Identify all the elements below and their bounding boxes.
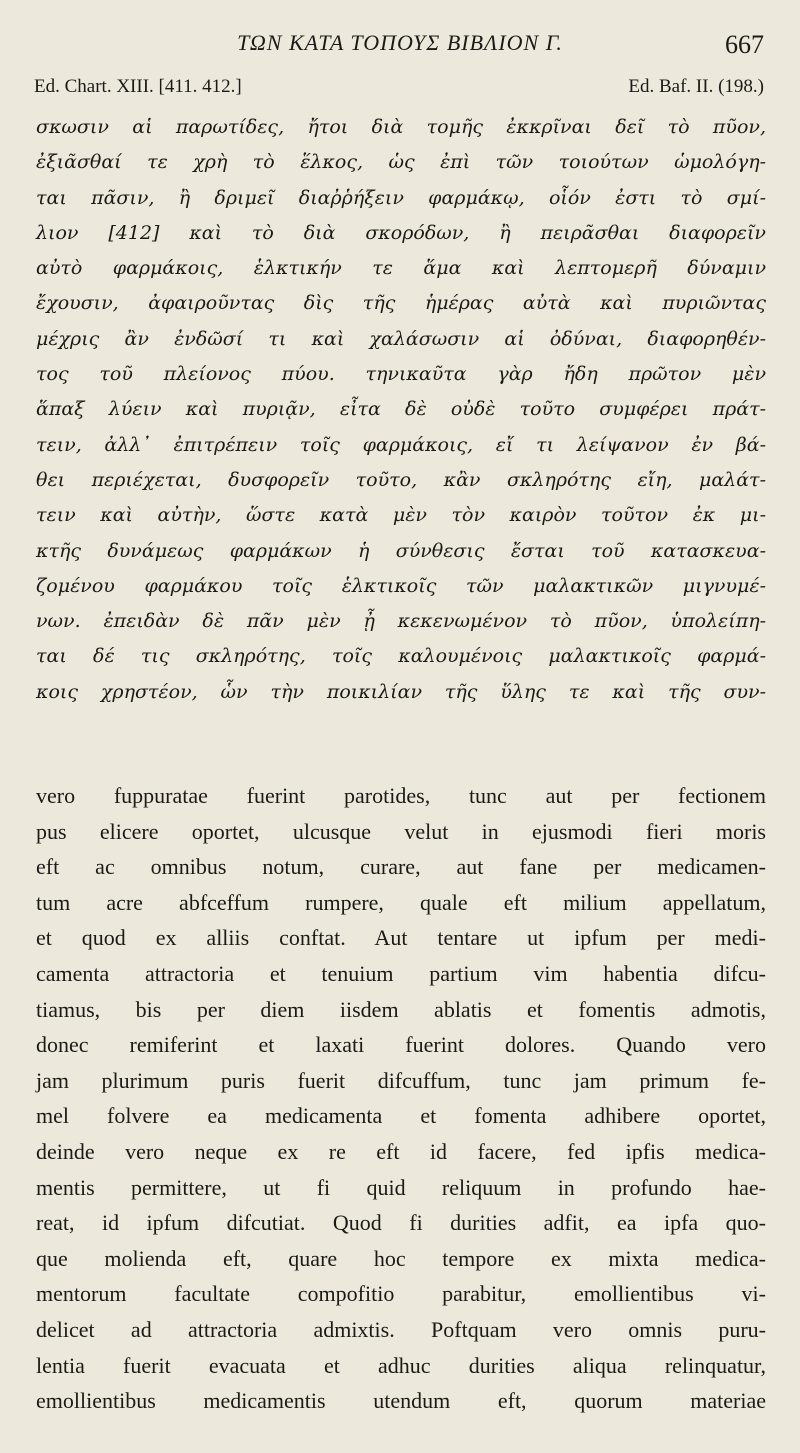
greek-line: σκωσιν αἱ παρωτίδες, ἤτοι διὰ τομῆς ἐκκρῖναι δεῖ τὸ πῦον, (36, 116, 766, 138)
latin-line: camenta attractoria et tenuium partium vim habentia difcu- (36, 960, 766, 986)
latin-line: emollientibus medicamentis utendum eft, quorum materiae (36, 1388, 766, 1414)
greek-line: νων. ἐπειδὰν δὲ πᾶν μὲν ᾖ κεκενωμένον τὸ πῦον, ὑπολείπη- (36, 610, 766, 633)
latin-line: mel folvere ea medicamenta et fomenta adhibere oportet, (36, 1103, 766, 1129)
latin-line: mentorum facultate compofitio parabitur, emollientibus vi- (36, 1281, 766, 1307)
greek-line: λιον [412] καὶ τὸ διὰ σκορόδων, ἢ πειρᾶσθαι διαφορεῖν (36, 221, 766, 244)
greek-line: τειν καὶ αὐτὴν, ὥστε κατὰ μὲν τὸν καιρὸν τοῦτον ἐκ μι- (36, 504, 766, 527)
greek-text-block (36, 110, 766, 710)
greek-line: ται πᾶσιν, ἢ δριμεῖ διαῤῥήξειν φαρμάκῳ, οἷόν ἐστι τὸ σμί- (36, 186, 766, 209)
edition-reference-left: Ed. Chart. XIII. [411. 412.] (34, 76, 242, 97)
latin-line: lentia fuerit evacuata et adhuc durities aliqua relinquatur, (36, 1352, 766, 1378)
edition-reference-right: Ed. Baf. II. (198.) (628, 76, 764, 97)
running-title: ΤΩΝ ΚΑΤΑ ΤΟΠΟΥΣ ΒΙΒΛΙΟΝ Γ. (237, 30, 563, 55)
latin-line: donec remiferint et laxati fuerint dolores. Quando vero (36, 1032, 766, 1058)
latin-line: vero fuppuratae fuerint parotides, tunc aut per fectionem (36, 783, 766, 808)
latin-line: jam plurimum puris fuerit difcuffum, tunc jam primum fe- (36, 1067, 766, 1093)
latin-line: pus elicere oportet, ulcusque velut in ejusmodi fieri moris (36, 818, 766, 844)
latin-line: tiamus, bis per diem iisdem ablatis et fomentis admotis, (36, 996, 766, 1022)
latin-line: et quod ex alliis conftat. Aut tentare ut ipfum per medi- (36, 925, 766, 951)
latin-line: eft ac omnibus notum, curare, aut fane per medicamen- (36, 854, 766, 880)
latin-line: mentis permittere, ut fi quid reliquum in profundo hae- (36, 1174, 766, 1200)
latin-line: que molienda eft, quare hoc tempore ex mixta medica- (36, 1245, 766, 1271)
latin-text-block (36, 778, 766, 1419)
greek-line: θει περιέχεται, δυσφορεῖν τοῦτο, κἂν σκληρότης εἴη, μαλάτ- (36, 468, 766, 491)
page-number: 667 (725, 30, 764, 59)
latin-line: deinde vero neque ex re eft id facere, fed ipfis medica- (36, 1138, 766, 1164)
greek-line: ἐξιᾶσθαί τε χρὴ τὸ ἕλκος, ὡς ἐπὶ τῶν τοιούτων ὡμολόγη- (36, 151, 766, 174)
latin-line: tum acre abfceffum rumpere, quale eft milium appellatum, (36, 889, 766, 915)
greek-line: τος τοῦ πλείονος πύου. τηνικαῦτα γὰρ ἤδη πρῶτον μὲν (36, 363, 766, 386)
greek-line: κτῆς δυνάμεως φαρμάκων ἡ σύνθεσις ἔσται τοῦ κατασκευα- (36, 539, 766, 562)
greek-line: μέχρις ἂν ἐνδῶσί τι καὶ χαλάσωσιν αἱ ὀδύναι, διαφορηθέν- (36, 327, 766, 350)
latin-line: reat, id ipfum difcutiat. Quod fi durities adfit, ea ipfa quo- (36, 1210, 766, 1236)
greek-line: αὐτὸ φαρμάκοις, ἑλκτικήν τε ἅμα καὶ λεπτομερῆ δύναμιν (36, 257, 766, 280)
greek-line: ἔχουσιν, ἀφαιροῦντας δὶς τῆς ἡμέρας αὐτὰ καὶ πυριῶντας (36, 292, 766, 315)
latin-line: delicet ad attractoria admixtis. Poftquam vero omnis puru- (36, 1316, 766, 1342)
greek-line: κοις χρηστέον, ὧν τὴν ποικιλίαν τῆς ὕλης τε καὶ τῆς συν- (36, 680, 766, 703)
greek-line: τειν, ἀλλ᾿ ἐπιτρέπειν τοῖς φαρμάκοις, εἴ τι λείψανον ἐν βά- (36, 433, 766, 456)
greek-line: ἅπαξ λύειν καὶ πυριᾷν, εἶτα δὲ οὐδὲ τοῦτο συμφέρει πράτ- (36, 398, 766, 421)
greek-line: ται δέ τις σκληρότης, τοῖς καλουμένοις μαλακτικοῖς φαρμά- (36, 645, 766, 668)
greek-line: ζομένου φαρμάκου τοῖς ἑλκτικοῖς τῶν μαλακτικῶν μιγνυμέ- (36, 574, 766, 597)
